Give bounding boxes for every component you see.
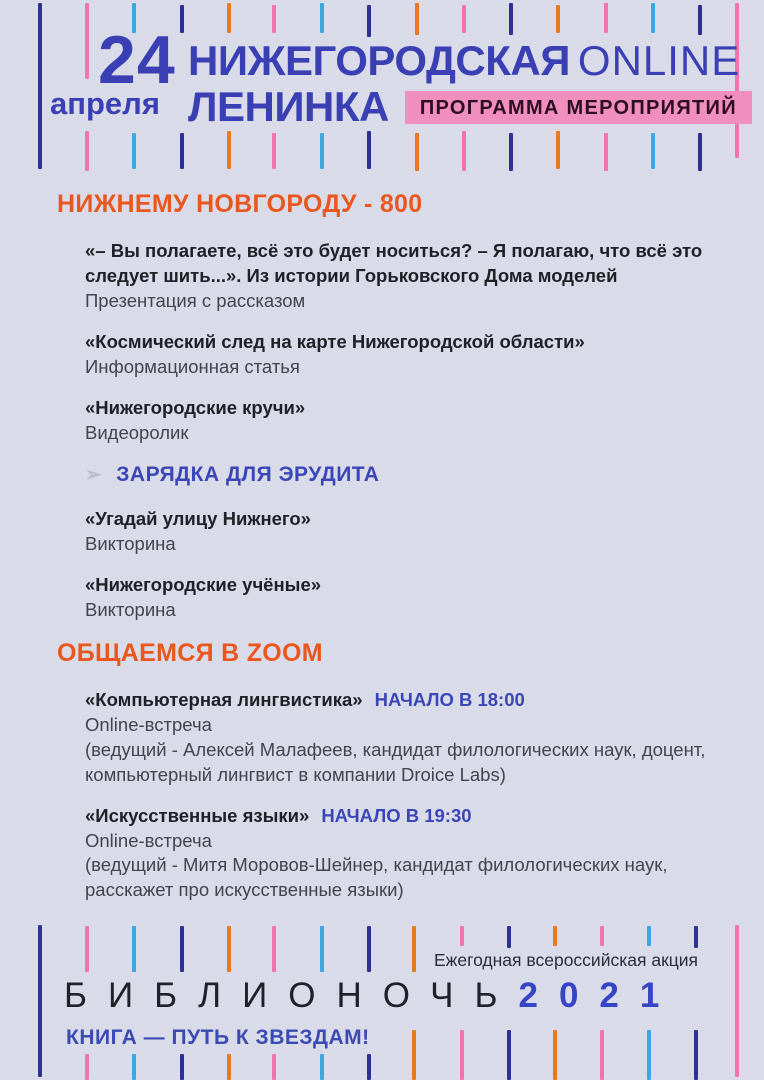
tick-line (227, 1054, 231, 1080)
program-list (57, 190, 717, 919)
tick-line (132, 926, 136, 972)
tick-line (180, 926, 184, 972)
event-title (85, 330, 717, 355)
event-item (85, 507, 717, 557)
event-title-text: «Нижегородские кручи» (85, 396, 306, 418)
program-badge: ПРОГРАММА МЕРОПРИЯТИЙ (405, 91, 752, 124)
tick-line (647, 1030, 651, 1080)
tick-line (651, 133, 655, 169)
tick-line (462, 5, 466, 33)
event-format: Online-встреча (85, 713, 212, 735)
tick-line (509, 3, 513, 35)
tick-line (698, 133, 702, 171)
tick-line (556, 5, 560, 33)
tick-line (735, 925, 739, 1077)
tick-line (460, 926, 464, 946)
tick-line (553, 1030, 557, 1080)
tick-line (698, 5, 702, 35)
tick-line (367, 926, 371, 972)
arrowhead-icon: ➢ (85, 463, 103, 486)
tick-line (600, 926, 604, 946)
tick-line (367, 5, 371, 37)
event-format: Презентация с рассказом (85, 289, 306, 311)
event-title (85, 507, 717, 532)
event-item (85, 330, 717, 380)
section-title: НИЖНЕМУ НОВГОРОДУ - 800 (57, 190, 423, 218)
event-format: Информационная статья (85, 355, 300, 377)
tick-line (647, 926, 651, 946)
event-format: Викторина (85, 532, 176, 554)
tick-line (415, 3, 419, 35)
tick-line (85, 1054, 89, 1080)
annual-action-label: Ежегодная всероссийская акция (433, 950, 698, 970)
tick-line (180, 1054, 184, 1080)
event-title-text: «Нижегородские учёные» (85, 573, 322, 595)
event-title (85, 688, 717, 713)
tick-line (604, 3, 608, 33)
tick-line (460, 1030, 464, 1080)
header-title-row2 (188, 83, 752, 130)
event-format: Викторина (85, 598, 176, 620)
event-item (85, 688, 717, 788)
event-format: Видеоролик (85, 421, 189, 443)
event-format: Online-встреча (85, 829, 212, 851)
program-section (57, 190, 717, 623)
date-month: апреля (50, 86, 160, 121)
event-title (85, 804, 717, 829)
event-item (85, 239, 717, 314)
event-title (85, 239, 717, 289)
tick-line (272, 5, 276, 33)
tick-line (600, 1030, 604, 1080)
section-title: ОБЩАЕМСЯ В ZOOM (57, 638, 323, 667)
event-start-time: НАЧАЛО В 18:00 (374, 688, 525, 710)
tick-line (180, 5, 184, 33)
tick-line (132, 1054, 136, 1080)
tick-line (320, 1054, 324, 1080)
tick-line (85, 3, 89, 79)
event-item (85, 396, 717, 446)
online-label: ONLINE (577, 37, 741, 84)
event-item (85, 804, 717, 904)
biblionight-logo (64, 978, 680, 1013)
event-start-time: НАЧАЛО В 19:30 (321, 804, 472, 826)
date-day: 24 (98, 22, 176, 98)
tick-line (651, 3, 655, 33)
tick-line (412, 926, 416, 972)
event-title-text: «Искусственные языки» (85, 804, 310, 826)
tick-line (507, 926, 511, 948)
tick-line (553, 926, 557, 946)
tick-line (227, 926, 231, 972)
tick-line (227, 3, 231, 33)
program-section (57, 639, 717, 904)
tick-line (412, 1030, 416, 1080)
brand-title-top: НИЖЕГОРОДСКАЯ (188, 37, 570, 84)
event-details: (ведущий - Алексей Малафеев, кандидат филологических наук, доцент, компьютерный лингвист в компании Droice Labs) (85, 738, 706, 785)
tick-line (367, 131, 371, 169)
tick-line (320, 3, 324, 33)
tick-line (694, 1030, 698, 1080)
quiz-subheading-label: ЗАРЯДКА ДЛЯ ЭРУДИТА (116, 462, 380, 486)
slogan: КНИГА — ПУТЬ К ЗВЕЗДАМ! (66, 1026, 370, 1049)
biblionight-word: БИБЛИОНОЧЬ (64, 976, 519, 1015)
tick-line (556, 131, 560, 169)
tick-line (132, 133, 136, 169)
event-title (85, 396, 717, 421)
tick-line (38, 133, 42, 169)
tick-line (85, 131, 89, 171)
biblionight-year: 2021 (518, 976, 681, 1015)
event-item (85, 573, 717, 623)
tick-line (85, 926, 89, 972)
tick-line (320, 133, 324, 169)
tick-line (415, 133, 419, 171)
event-title-text: «Угадай улицу Нижнего» (85, 507, 311, 529)
header-title-row1 (188, 37, 741, 84)
tick-line (38, 925, 42, 1077)
brand-title-bottom: ЛЕНИНКА (188, 83, 389, 130)
tick-line (320, 926, 324, 972)
event-title-text: «– Вы полагаете, всё это будет носиться? – Я полагаю, что всё это следует шить...». Из истории Горьковского Дома моделей (85, 240, 703, 286)
tick-line (604, 133, 608, 171)
event-title-text: «Космический след на карте Нижегородской области» (85, 330, 585, 352)
tick-line (509, 133, 513, 171)
event-title (85, 573, 717, 598)
event-details: (ведущий - Митя Моровов-Шейнер, кандидат филологических наук, расскажет про искусственные языки) (85, 854, 668, 901)
quiz-subheading (85, 462, 717, 487)
event-title-text: «Компьютерная лингвистика» (85, 688, 363, 710)
tick-line (507, 1030, 511, 1080)
tick-line (180, 133, 184, 169)
tick-line (694, 926, 698, 948)
tick-line (272, 926, 276, 972)
tick-line (272, 1054, 276, 1080)
tick-line (367, 1054, 371, 1080)
tick-line (272, 133, 276, 169)
tick-line (38, 3, 42, 153)
tick-line (227, 131, 231, 169)
tick-line (462, 131, 466, 171)
